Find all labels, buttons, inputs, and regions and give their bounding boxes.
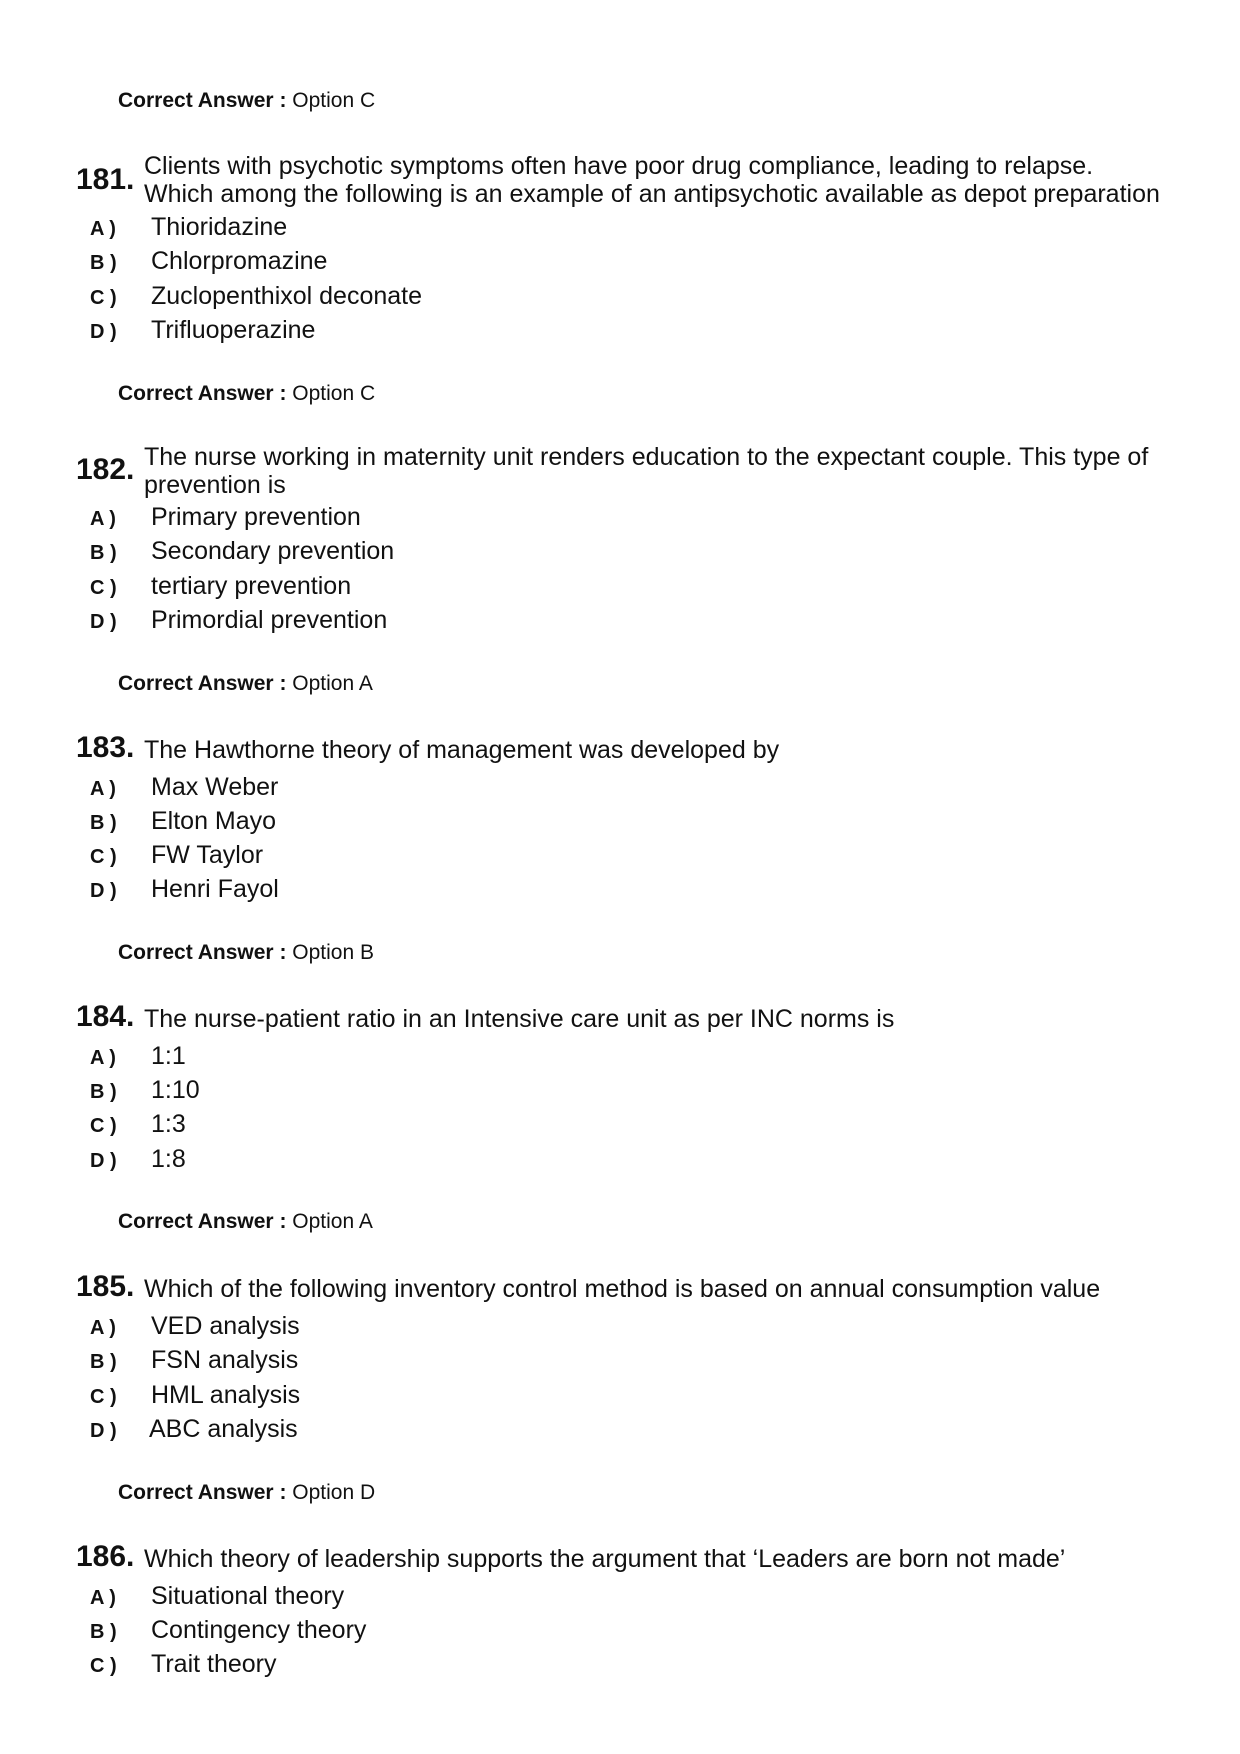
question-number-181: 181.: [76, 163, 135, 196]
option-label-181-a: A ): [90, 218, 116, 240]
question-line: The Hawthorne theory of management was developed by: [144, 736, 780, 764]
option-label-181-b: B ): [90, 252, 117, 274]
option-text-185-d: ABC analysis: [149, 1415, 298, 1443]
question-number-182: 182.: [76, 453, 135, 486]
option-text-184-d: 1:8: [151, 1145, 186, 1173]
option-label-184-c: C ): [90, 1115, 117, 1137]
option-label-186-c: C ): [90, 1655, 117, 1677]
option-text-183-b: Elton Mayo: [151, 807, 277, 835]
option-text-183-a: Max Weber: [151, 773, 279, 801]
option-text-182-d: Primordial prevention: [151, 606, 388, 634]
correct-answer-183: [118, 941, 374, 965]
option-text-181-b: Chlorpromazine: [151, 247, 328, 275]
option-text-184-a: 1:1: [151, 1042, 186, 1070]
question-number-184: 184.: [76, 1000, 135, 1033]
option-label-186-a: A ): [90, 1587, 116, 1609]
correct-answer-label: Correct Answer :: [118, 1210, 287, 1233]
option-text-181-d: Trifluoperazine: [151, 316, 316, 344]
question-text-186: [144, 1545, 1065, 1573]
option-label-182-d: D ): [90, 611, 117, 633]
option-text-185-b: FSN analysis: [151, 1346, 299, 1374]
correct-answer-181: [118, 382, 375, 406]
correct-answer-value: Option D: [292, 1481, 376, 1504]
question-text-185: [144, 1275, 1100, 1303]
question-line: Clients with psychotic symptoms often have poor drug compliance, leading to relapse.: [144, 152, 1094, 180]
option-text-182-a: Primary prevention: [151, 503, 361, 531]
correct-answer-184: [118, 1210, 373, 1234]
option-text-183-d: Henri Fayol: [151, 875, 279, 903]
option-text-185-a: VED analysis: [151, 1312, 300, 1340]
correct-answer-185: [118, 1481, 375, 1505]
question-number-186: 186.: [76, 1540, 135, 1573]
correct-answer-182: [118, 672, 373, 696]
question-line: The nurse-patient ratio in an Intensive care unit as per INC norms is: [144, 1005, 895, 1033]
correct-answer-label: Correct Answer :: [118, 1481, 287, 1504]
correct-answer-label: Correct Answer :: [118, 382, 287, 405]
correct-answer-value: Option A: [292, 672, 373, 695]
question-text-184: [144, 1005, 894, 1033]
option-text-182-b: Secondary prevention: [151, 537, 395, 565]
correct-answer-value: Option A: [292, 1210, 373, 1233]
correct-answer-value: Option C: [292, 89, 376, 112]
question-number-183: 183.: [76, 731, 135, 764]
option-text-183-c: FW Taylor: [151, 841, 264, 869]
option-label-181-d: D ): [90, 321, 117, 343]
option-text-186-a: Situational theory: [151, 1582, 345, 1610]
option-label-185-d: D ): [90, 1420, 117, 1442]
correct-answer-label: Correct Answer :: [118, 89, 287, 112]
option-label-183-a: A ): [90, 778, 116, 800]
option-text-181-c: Zuclopenthixol deconate: [151, 282, 423, 310]
option-label-181-c: C ): [90, 287, 117, 309]
option-label-185-a: A ): [90, 1317, 116, 1339]
question-text-181: [144, 152, 1160, 208]
option-text-186-b: Contingency theory: [151, 1616, 367, 1644]
question-line: prevention is: [144, 471, 286, 499]
option-text-186-c: Trait theory: [151, 1650, 277, 1678]
option-text-181-a: Thioridazine: [151, 213, 288, 241]
question-text-183: [144, 736, 779, 764]
option-label-182-a: A ): [90, 508, 116, 530]
option-label-185-b: B ): [90, 1351, 117, 1373]
option-text-182-c: tertiary prevention: [151, 572, 352, 600]
option-label-184-b: B ): [90, 1081, 117, 1103]
option-label-183-c: C ): [90, 846, 117, 868]
correct-answer-label: Correct Answer :: [118, 672, 287, 695]
option-label-184-a: A ): [90, 1047, 116, 1069]
option-label-183-d: D ): [90, 880, 117, 902]
question-line: Which theory of leadership supports the argument that ‘Leaders are born not made’: [144, 1545, 1066, 1573]
question-line: Which of the following inventory control method is based on annual consumption value: [144, 1275, 1101, 1303]
correct-answer-180: [118, 89, 375, 113]
option-label-186-b: B ): [90, 1621, 117, 1643]
option-label-184-d: D ): [90, 1150, 117, 1172]
question-line: Which among the following is an example of an antipsychotic available as depot preparation: [144, 180, 1160, 208]
option-text-185-c: HML analysis: [151, 1381, 301, 1409]
option-label-182-b: B ): [90, 542, 117, 564]
question-line: The nurse working in maternity unit renders education to the expectant couple. This type of: [144, 443, 1149, 471]
correct-answer-label: Correct Answer :: [118, 941, 287, 964]
option-label-185-c: C ): [90, 1386, 117, 1408]
option-text-184-b: 1:10: [151, 1076, 200, 1104]
option-label-183-b: B ): [90, 812, 117, 834]
question-number-185: 185.: [76, 1270, 135, 1303]
option-text-184-c: 1:3: [151, 1110, 186, 1138]
correct-answer-value: Option B: [292, 941, 374, 964]
option-label-182-c: C ): [90, 577, 117, 599]
correct-answer-value: Option C: [292, 382, 376, 405]
question-text-182: [144, 443, 1148, 499]
